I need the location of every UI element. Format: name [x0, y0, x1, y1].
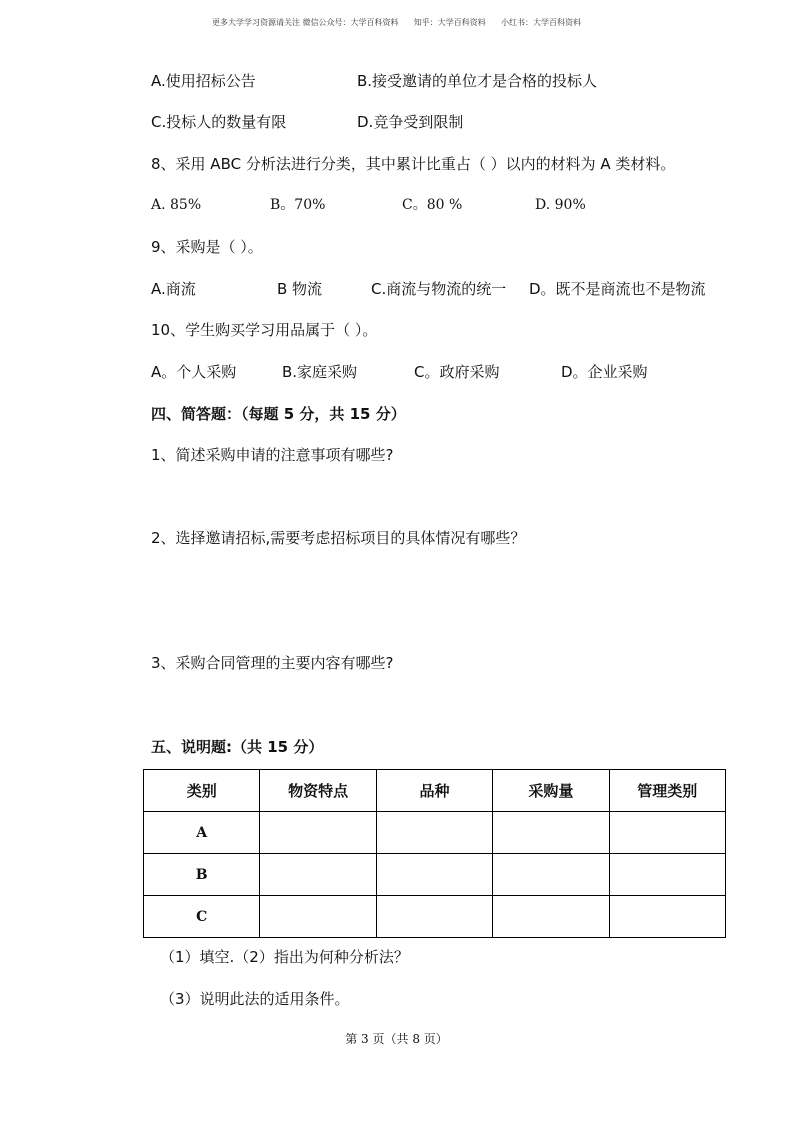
q9-option-c: C.商流与物流的统一	[371, 280, 507, 298]
explanation-note-2: （3）说明此法的适用条件。	[160, 990, 350, 1008]
q9-option-a: A.商流	[151, 280, 196, 298]
abc-classification-table	[143, 769, 726, 938]
table-cell	[260, 812, 376, 854]
table-cell	[260, 896, 376, 938]
table-header-cell: 物资特点	[260, 770, 376, 812]
page-header: 更多大学学习资源请关注 微信公众号：大学百科资料 知乎：大学百科资料 小红书：大学百科资料	[211, 18, 582, 27]
short-answer-q2: 2、选择邀请招标,需要考虑招标项目的具体情况有哪些？	[151, 529, 526, 547]
short-answer-q1: 1、简述采购申请的注意事项有哪些?	[151, 446, 394, 464]
q10-option-b: B.家庭采购	[282, 363, 358, 381]
section-5-title: 五、说明题:（共 15 分）	[151, 738, 324, 756]
explanation-note-1: （1）填空.（2）指出为何种分析法？	[160, 948, 409, 966]
table-cell	[493, 896, 609, 938]
table-cell	[493, 854, 609, 896]
q9-option-b: B 物流	[277, 280, 323, 298]
q10-option-d: D。企业采购	[561, 363, 648, 381]
table-cell	[376, 854, 492, 896]
q8-option-b: B。70%	[270, 197, 326, 213]
table-row	[144, 854, 726, 896]
table-header-cell: 品种	[376, 770, 492, 812]
table-header-cell: 采购量	[493, 770, 609, 812]
table-row-label: A	[144, 812, 260, 854]
q7-option-b: B.接受邀请的单位才是合格的投标人	[357, 72, 598, 90]
q8-option-c: C。80 %	[402, 197, 463, 213]
table-row	[144, 896, 726, 938]
short-answer-q3: 3、采购合同管理的主要内容有哪些?	[151, 654, 394, 672]
section-4-title: 四、简答题：（每题 5 分，共 15 分）	[151, 405, 406, 423]
table-cell	[609, 896, 725, 938]
table-row-label: C	[144, 896, 260, 938]
q10-option-a: A。个人采购	[151, 363, 237, 381]
table-row-label: B	[144, 854, 260, 896]
q8-stem: 8、采用 ABC 分析法进行分类，其中累计比重占（ ）以内的材料为 A 类材料。	[151, 155, 676, 173]
table-cell	[260, 854, 376, 896]
q7-option-d: D.竞争受到限制	[357, 113, 464, 131]
table-cell	[376, 812, 492, 854]
q9-stem: 9、采购是（ ）。	[151, 238, 263, 256]
q10-stem: 10、学生购买学习用品属于（ ）。	[151, 321, 378, 339]
table-cell	[493, 812, 609, 854]
page-number: 第 3 页（共 8 页）	[345, 1032, 448, 1046]
table-header-row	[144, 770, 726, 812]
q7-option-a: A.使用招标公告	[151, 72, 256, 90]
q10-option-c: C。政府采购	[414, 363, 500, 381]
table-row	[144, 812, 726, 854]
q8-option-d: D. 90%	[535, 197, 586, 213]
table-header-cell: 管理类别	[609, 770, 725, 812]
table-cell	[376, 896, 492, 938]
q8-option-a: A. 85%	[151, 197, 202, 213]
table-header-cell: 类别	[144, 770, 260, 812]
q9-option-d: D。既不是商流也不是物流	[529, 280, 706, 298]
q7-option-c: C.投标人的数量有限	[151, 113, 287, 131]
table-cell	[609, 812, 725, 854]
table-cell	[609, 854, 725, 896]
